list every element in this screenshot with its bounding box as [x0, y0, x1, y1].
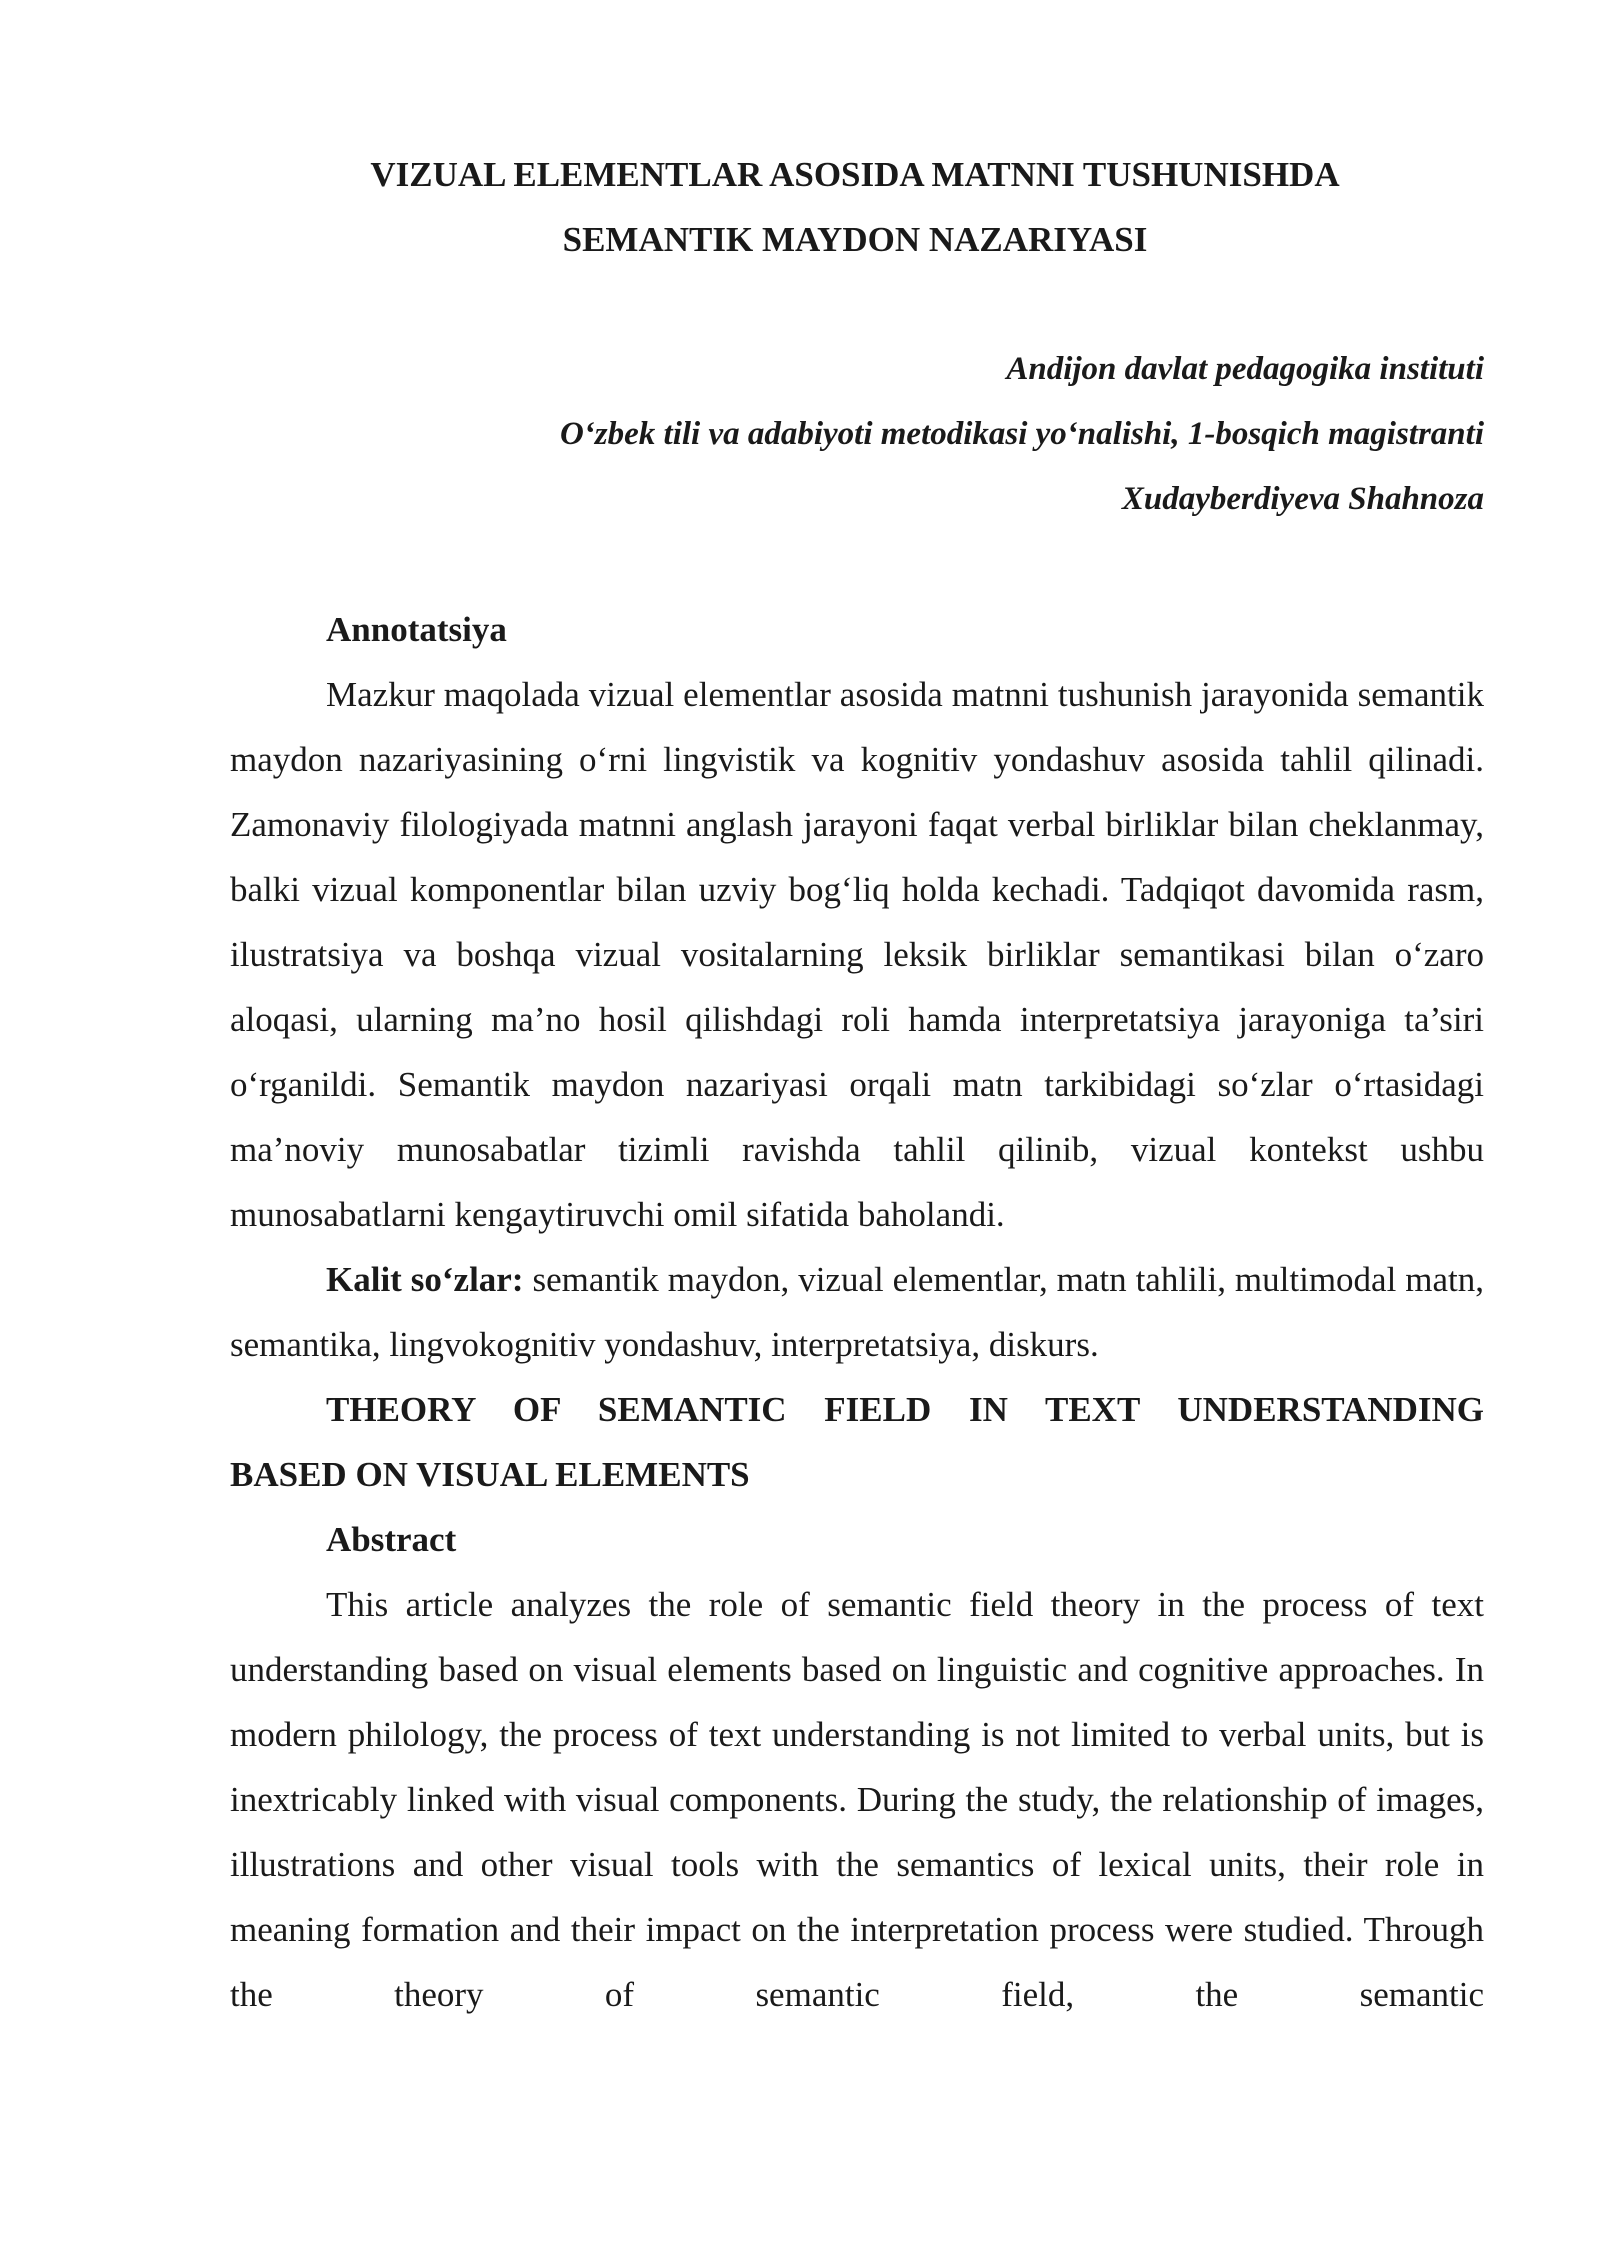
author-name: Xudayberdiyeva Shahnoza [1121, 481, 1484, 517]
annotation-heading: Annotatsiya [326, 610, 507, 649]
english-title-line-1: THEORY OF SEMANTIC FIELD IN TEXT UNDERSTANDING [326, 1390, 1484, 1429]
keywords-text: semantik maydon, vizual elementlar, matn tahlili, multimodal matn, semantika, lingvokognitiv yondashuv, interpretatsiya, diskurs. [230, 1260, 1484, 1364]
keywords-paragraph [230, 1247, 1484, 1377]
keywords-label: Kalit so‘zlar: [326, 1260, 524, 1299]
abstract-heading: Abstract [326, 1520, 457, 1559]
english-title-line-2: BASED ON VISUAL ELEMENTS [230, 1455, 750, 1494]
title-line-2: SEMANTIK MAYDON NAZARIYASI [562, 220, 1148, 259]
title-line-1: VIZUAL ELEMENTLAR ASOSIDA MATNNI TUSHUNISHDA [370, 155, 1340, 194]
program: O‘zbek tili va adabiyoti metodikasi yo‘nalishi, 1-bosqich magistranti [559, 416, 1484, 452]
institution: Andijon davlat pedagogika instituti [1006, 351, 1484, 387]
abstract-paragraph: This article analyzes the role of semantic field theory in the process of text understanding based on visual elements based on linguistic and cognitive approaches. In modern philology, the process of text understanding is not limited to verbal units, but is inextricably linked with visual components. During the study, the relationship of images, illustrations and other visual tools with the semantics of lexical units, their role in meaning formation and their impact on the interpretation process were studied. Through the theory of semantic field, the semantic [230, 1585, 1484, 2014]
annotation-paragraph: Mazkur maqolada vizual elementlar asosida matnni tushunish jarayonida semantik maydon nazariyasining o‘rni lingvistik va kognitiv yondashuv asosida tahlil qilinadi. Zamonaviy filologiyada matnni anglash jarayoni faqat verbal birliklar bilan cheklanmay, balki vizual komponentlar bilan uzviy bog‘liq holda kechadi. Tadqiqot davomida rasm, ilustratsiya va boshqa vizual vositalarning leksik birliklar semantikasi bilan o‘zaro aloqasi, ularning ma’no hosil qilishdagi roli hamda interpretatsiya jarayoniga ta’siri o‘rganildi. Semantik maydon nazariyasi orqali matn tarkibidagi so‘zlar o‘rtasidagi ma’noviy munosabatlar tizimli ravishda tahlil qilinib, vizual kontekst ushbu munosabatlarni kengaytiruvchi omil sifatida baholandi. [230, 675, 1484, 1234]
